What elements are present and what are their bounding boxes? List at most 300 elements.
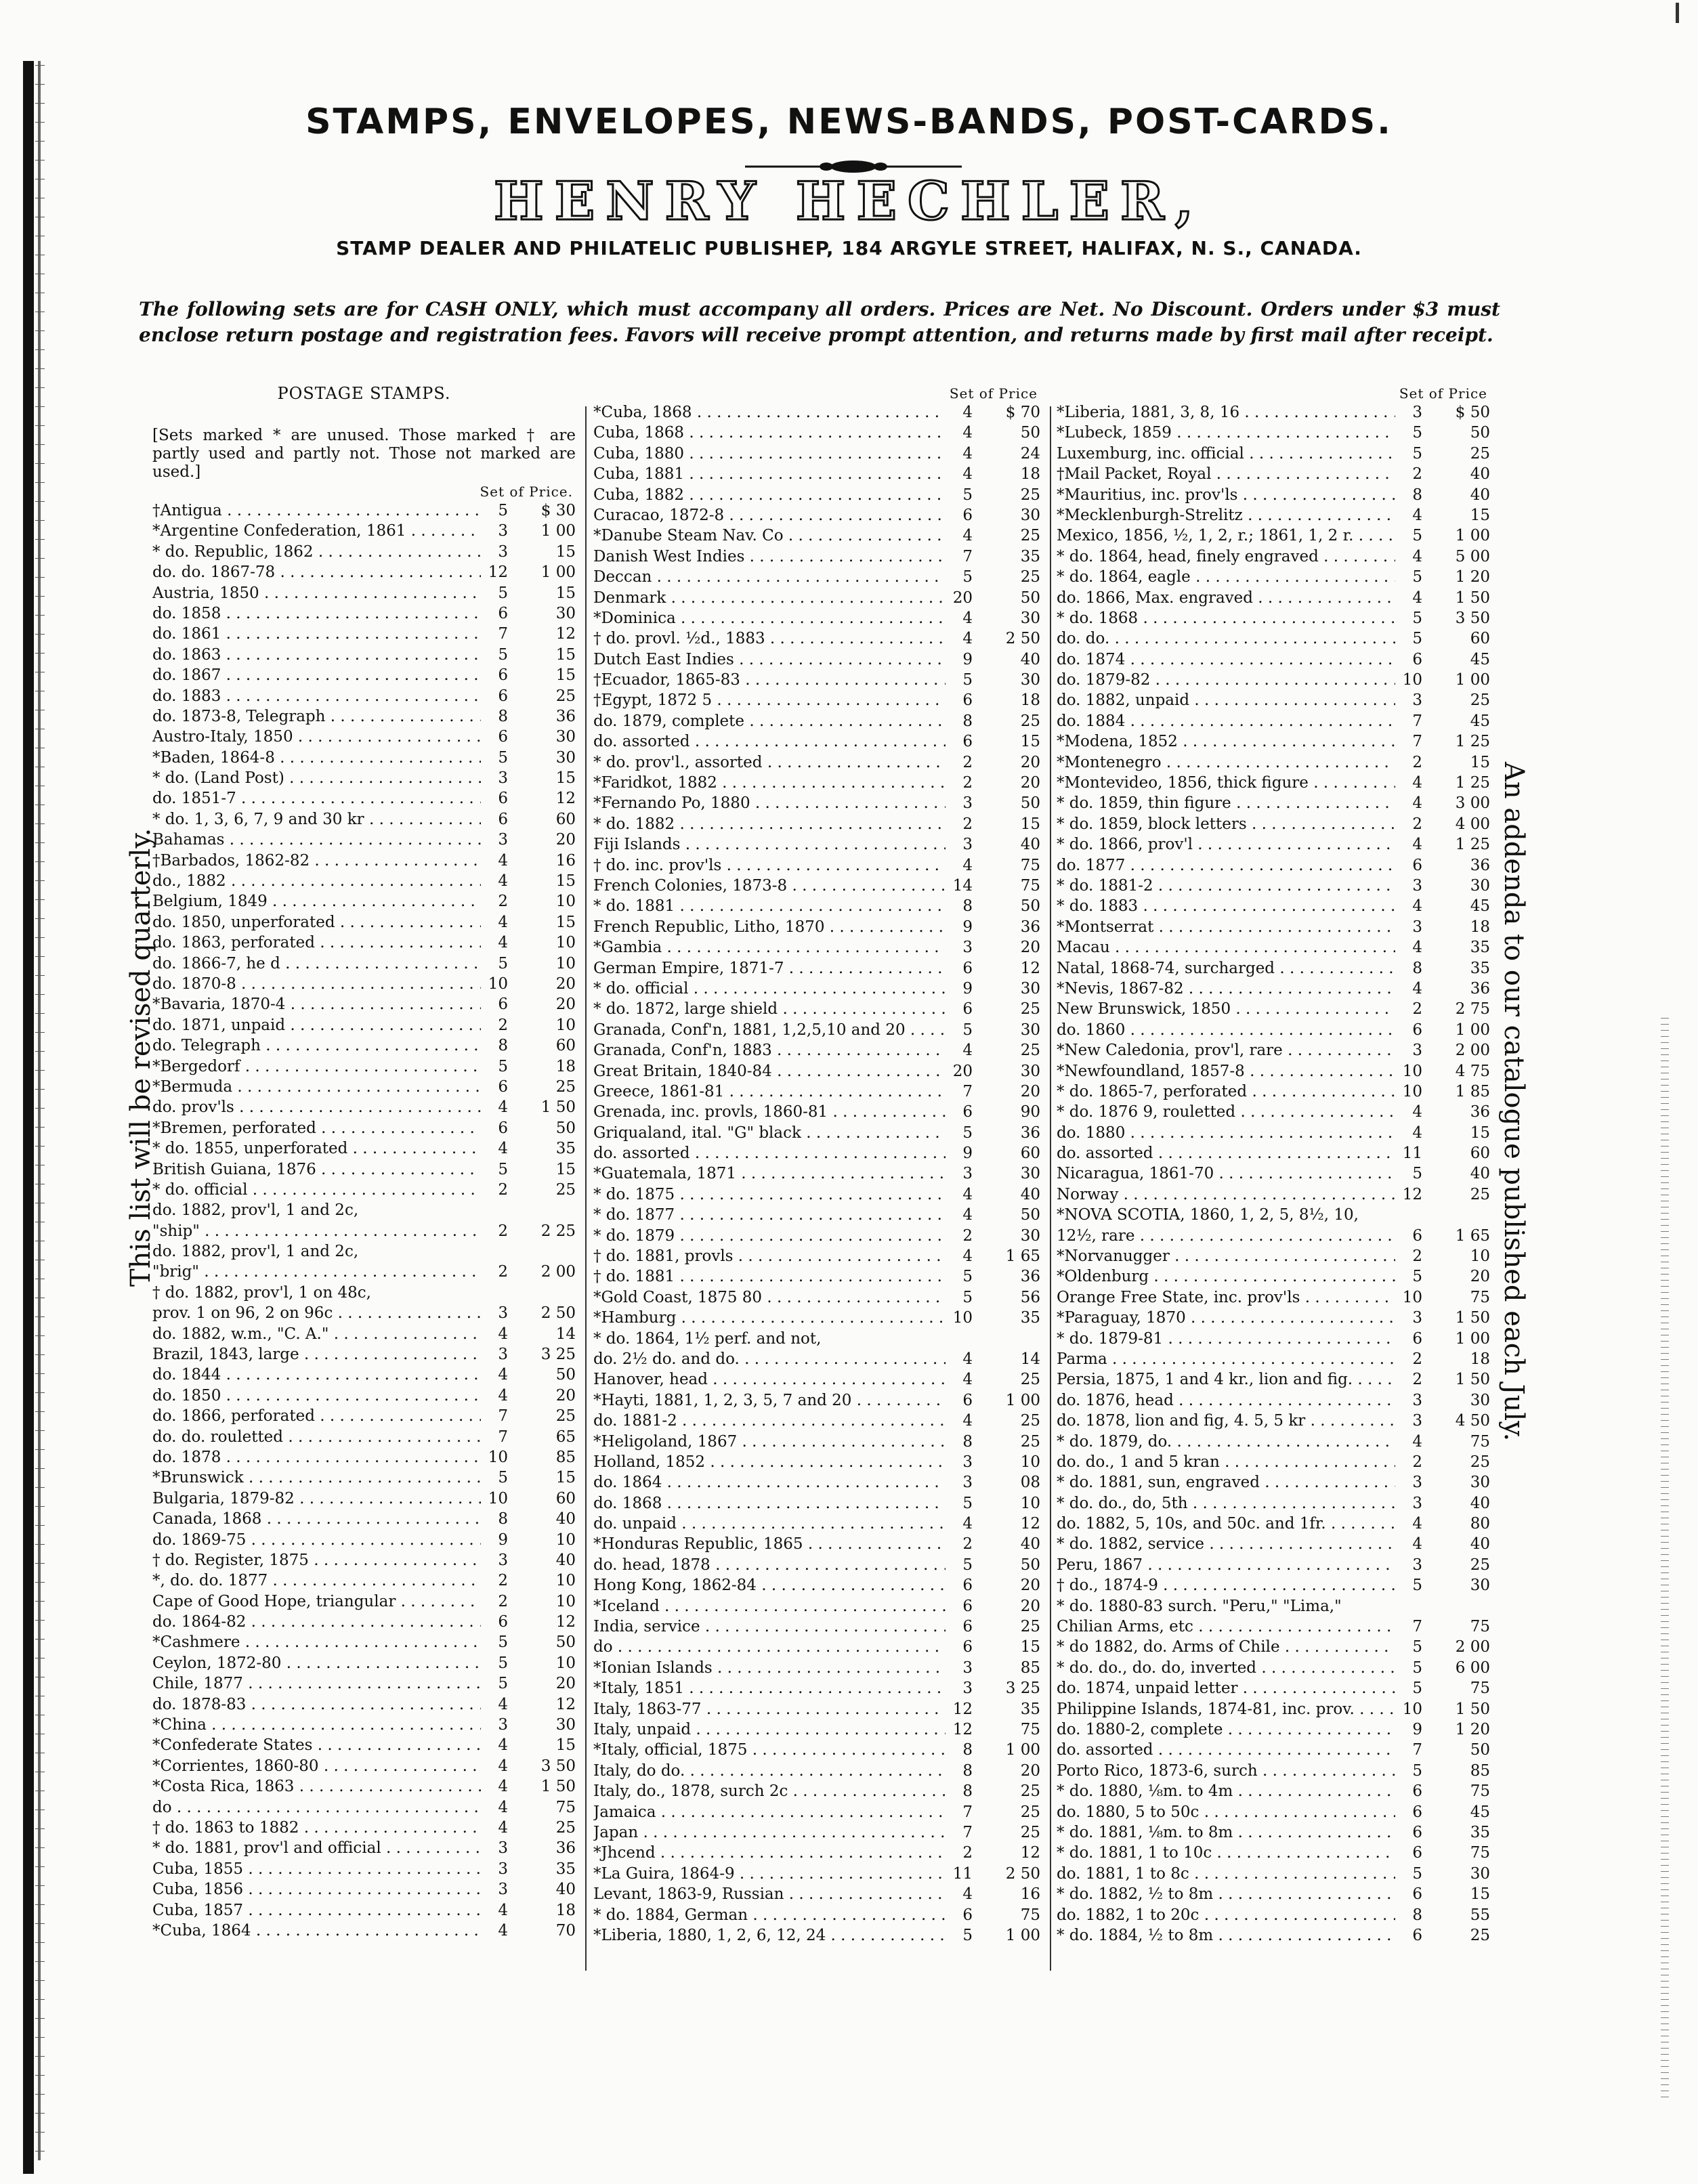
- price: 15: [555, 769, 576, 788]
- item-name: Parma . . .: [1057, 1350, 1395, 1368]
- item-name: Great Britain, 1840-84 . . .: [593, 1063, 946, 1080]
- price: 30: [1020, 979, 1040, 998]
- price-row: [593, 877, 1040, 897]
- item-name: New Brunswick, 1850 . . .: [1057, 1000, 1395, 1018]
- item-name: Italy, do do. . . .: [593, 1762, 946, 1780]
- item-name: Orange Free State, inc. prov'ls . . .: [1057, 1289, 1395, 1306]
- item-name: † do. 1881, provls . . .: [593, 1247, 946, 1265]
- price-row: [1057, 794, 1490, 815]
- price-row: [1057, 1865, 1490, 1885]
- set-count: 10: [488, 1489, 508, 1507]
- price-row: [152, 1016, 576, 1037]
- item-name: do. 1880-2, complete . . .: [1057, 1721, 1395, 1738]
- set-count: 5: [1412, 1165, 1422, 1183]
- price-row: [593, 1618, 1040, 1638]
- price: 60: [555, 1037, 576, 1055]
- price-row: [593, 1000, 1040, 1021]
- set-count: 3: [1412, 1412, 1422, 1430]
- price: 50: [1020, 794, 1040, 813]
- price: 36: [555, 707, 576, 725]
- price-row: [593, 1762, 1040, 1782]
- column-divider: [585, 406, 587, 1971]
- price: 10: [1470, 1247, 1490, 1266]
- item-name: do. assorted . . .: [593, 733, 946, 750]
- price: 25: [1020, 1042, 1040, 1060]
- price-row: [152, 831, 576, 851]
- set-count: 20: [952, 1062, 973, 1080]
- price-row: [1057, 404, 1490, 424]
- item-name: Norway . . .: [1057, 1186, 1395, 1203]
- item-name: do. 1870-8 . . .: [152, 975, 481, 993]
- item-name: Brazil, 1843, large . . .: [152, 1346, 481, 1363]
- item-name: *Confederate States . . .: [152, 1736, 481, 1754]
- item-name: *, do. do. 1877 . . .: [152, 1572, 481, 1589]
- item-name: Granada, Conf'n, 1881, 1,2,5,10 and 20 . . .: [593, 1021, 946, 1039]
- price: 2 75: [1455, 1000, 1490, 1019]
- item-name: *Cuba, 1864 . . .: [152, 1922, 481, 1940]
- price: 35: [1020, 547, 1040, 565]
- price-row: [593, 1700, 1040, 1721]
- set-count: 4: [962, 527, 973, 545]
- set-count: 10: [488, 975, 508, 993]
- set-count: 4: [498, 1098, 508, 1117]
- set-count: 4: [498, 851, 508, 870]
- price-row: [152, 1778, 576, 1798]
- price: 50: [555, 1633, 576, 1652]
- item-name: do. 1882, 1 to 20c . . .: [1057, 1906, 1395, 1924]
- set-count: 2: [498, 1263, 508, 1281]
- price-row: [1057, 691, 1490, 712]
- item-name: Italy, unpaid . . .: [593, 1721, 946, 1738]
- item-name: * do. 1864, eagle . . .: [1057, 568, 1395, 586]
- set-count: 7: [498, 625, 508, 643]
- price-row: [593, 1598, 1040, 1618]
- set-count: 8: [1412, 959, 1422, 977]
- price-row: [152, 1881, 576, 1901]
- dealer-address: STAMP DEALER AND PHILATELIC PUBLISHEP, 184 ARGYLE STREET, HALIFAX, N. S., CANADA.: [336, 237, 1362, 259]
- set-count: 6: [1412, 856, 1422, 874]
- price: 25: [1470, 1185, 1490, 1203]
- price: 45: [1470, 1803, 1490, 1821]
- price-row: [593, 1803, 1040, 1824]
- price-row: [1057, 1659, 1490, 1679]
- price-row: [152, 1819, 576, 1839]
- item-name: do. 1878-83 . . .: [152, 1696, 481, 1713]
- price: 36: [1020, 1268, 1040, 1286]
- price: 40: [555, 1881, 576, 1899]
- price-row: [152, 975, 576, 995]
- item-name: * do. 1881, prov'l and official . . .: [152, 1839, 481, 1857]
- price: 30: [1020, 671, 1040, 689]
- price-row: [152, 584, 576, 605]
- set-count: 4: [1412, 506, 1422, 524]
- price: 16: [555, 851, 576, 870]
- price-row: [593, 404, 1040, 424]
- item-name: Danish West Indies . . .: [593, 548, 946, 565]
- side-note-left: This list will be revised quarterly.: [125, 828, 156, 1287]
- column-title: POSTAGE STAMPS.: [277, 384, 451, 403]
- price: 4 50: [1455, 1412, 1490, 1430]
- price: 18: [1020, 691, 1040, 710]
- item-name: Italy, do., 1878, surch 2c . . .: [593, 1782, 946, 1800]
- price: 3 25: [1005, 1679, 1040, 1698]
- item-name: *Italy, official, 1875 . . .: [593, 1741, 946, 1759]
- set-count: 6: [498, 728, 508, 746]
- price-row: [1057, 1598, 1490, 1618]
- set-count: 5: [1412, 527, 1422, 545]
- set-count: 3: [1412, 918, 1422, 936]
- price: 4 75: [1455, 1062, 1490, 1080]
- price-row: [1057, 836, 1490, 856]
- price-row: [593, 1638, 1040, 1658]
- set-count: 5: [962, 1494, 973, 1512]
- item-name: * do. 1859, thin figure . . .: [1057, 794, 1395, 812]
- price: 15: [555, 542, 576, 561]
- price: 40: [1020, 1185, 1040, 1203]
- price-row: [152, 1902, 576, 1922]
- item-name: *Modena, 1852 . . .: [1057, 733, 1395, 750]
- set-count: 4: [1412, 794, 1422, 813]
- set-count: 4: [498, 913, 508, 931]
- price: 2 00: [540, 1263, 576, 1281]
- price: 30: [555, 1716, 576, 1734]
- set-count: 7: [962, 1082, 973, 1100]
- item-name: German Empire, 1871-7 . . .: [593, 960, 946, 977]
- set-count: 5: [498, 1057, 508, 1075]
- price: 10: [555, 934, 576, 952]
- price: 40: [1020, 836, 1040, 854]
- set-count: 5: [962, 1021, 973, 1039]
- price-row: [1057, 733, 1490, 753]
- price: 1 00: [1005, 1741, 1040, 1759]
- price-row: [1057, 1083, 1490, 1103]
- price: 1 00: [540, 563, 576, 582]
- set-count: 4: [1412, 1515, 1422, 1533]
- set-count: 6: [498, 810, 508, 828]
- price: 50: [1020, 897, 1040, 916]
- price-row: [593, 1659, 1040, 1679]
- item-name: Cuba, 1855 . . .: [152, 1860, 481, 1878]
- price-row: [1057, 1782, 1490, 1803]
- price: 35: [1470, 959, 1490, 977]
- dealer-name: HENRY HECHLER,: [494, 171, 1204, 232]
- set-count: 4: [962, 1371, 973, 1389]
- price-row: [593, 1268, 1040, 1288]
- item-name: do. 1878 . . .: [152, 1449, 481, 1466]
- price-row: [152, 995, 576, 1016]
- set-count: 6: [1412, 1803, 1422, 1821]
- set-count: 7: [1412, 1741, 1422, 1759]
- price-row: [593, 1206, 1040, 1226]
- price-row: [593, 609, 1040, 630]
- item-name: * do. 1881 . . .: [593, 897, 946, 915]
- price: 25: [1020, 568, 1040, 586]
- set-count: 4: [498, 1757, 508, 1775]
- item-name: †Mail Packet, Royal . . .: [1057, 465, 1395, 483]
- price-row: [593, 1535, 1040, 1556]
- set-count: 4: [962, 1412, 973, 1430]
- item-name: *Heligoland, 1867 . . .: [593, 1433, 946, 1451]
- price-row: [593, 1495, 1040, 1515]
- item-name: Bahamas . . .: [152, 831, 481, 849]
- price: 2 50: [1005, 1864, 1040, 1883]
- price: 15: [555, 1469, 576, 1487]
- price-row: [152, 1284, 576, 1304]
- item-name: †Antigua . . .: [152, 502, 481, 519]
- item-name: French Republic, Litho, 1870 . . .: [593, 918, 946, 936]
- price-row: [593, 1865, 1040, 1885]
- item-name: *Brunswick . . .: [152, 1469, 481, 1486]
- price-row: [152, 1675, 576, 1695]
- price-row: [1057, 1638, 1490, 1658]
- price: 2 25: [540, 1222, 576, 1240]
- set-count: 2: [1412, 753, 1422, 771]
- item-name: Cuba, 1857 . . .: [152, 1902, 481, 1919]
- price: 40: [1470, 1494, 1490, 1512]
- set-count: 8: [962, 712, 973, 730]
- item-name: Dutch East Indies . . .: [593, 651, 946, 668]
- item-name: * do. 1881-2 . . .: [1057, 877, 1395, 895]
- price: 36: [555, 1839, 576, 1858]
- price: 20: [1020, 1577, 1040, 1595]
- price-row: [593, 857, 1040, 877]
- item-name: Nicaragua, 1861-70 . . .: [1057, 1165, 1395, 1182]
- price: 15: [1020, 733, 1040, 751]
- set-count: 6: [1412, 1844, 1422, 1862]
- price-row: [152, 872, 576, 893]
- set-count: 3: [1412, 691, 1422, 710]
- price-row: [593, 1679, 1040, 1700]
- item-name: *Baden, 1864-8 . . .: [152, 749, 481, 767]
- item-name: do. 1876, head . . .: [1057, 1392, 1395, 1409]
- set-count: 4: [1412, 588, 1422, 607]
- price-row: [1057, 918, 1490, 939]
- price-row: [152, 1736, 576, 1757]
- item-name: do. head, 1878 . . .: [593, 1556, 946, 1574]
- item-name: * do. Republic, 1862 . . .: [152, 543, 481, 561]
- item-name: *Bremen, perforated . . .: [152, 1119, 481, 1137]
- price-row: [1057, 897, 1490, 918]
- set-count: 5: [498, 1654, 508, 1672]
- set-count: 3: [1412, 1309, 1422, 1327]
- item-name: Deccan . . .: [593, 568, 946, 586]
- price-row: [593, 527, 1040, 547]
- price: $ 50: [1455, 404, 1490, 421]
- item-name: * do. 1876 9, rouletted . . .: [1057, 1103, 1395, 1121]
- item-name: do. do., 1 and 5 kran . . .: [1057, 1453, 1395, 1471]
- item-name: do. 1863 . . .: [152, 646, 481, 664]
- item-name: do. 1844 . . .: [152, 1366, 481, 1384]
- price-row: [152, 1346, 576, 1366]
- item-name: *Argentine Confederation, 1861 . . .: [152, 522, 481, 540]
- set-count: 4: [1412, 836, 1422, 854]
- price: 45: [1470, 650, 1490, 668]
- column-header: Set of Price: [1399, 385, 1487, 402]
- price: 20: [555, 1675, 576, 1693]
- price-row: [1057, 1186, 1490, 1206]
- set-count: 3: [962, 939, 973, 957]
- price-row: [152, 687, 576, 708]
- item-name: do. 1878, lion and fig, 4. 5, 5 kr . . .: [1057, 1412, 1395, 1430]
- set-count: 9: [962, 918, 973, 936]
- price: 1 65: [1005, 1247, 1040, 1266]
- item-name: *Bermuda . . .: [152, 1078, 481, 1096]
- set-count: 5: [962, 1556, 973, 1574]
- price: 25: [1470, 1926, 1490, 1944]
- item-name: †Egypt, 1872 5 . . .: [593, 691, 946, 709]
- price: 25: [1470, 1453, 1490, 1471]
- price-row: [152, 1860, 576, 1881]
- set-count: 6: [962, 1103, 973, 1121]
- set-count: 5: [1412, 1864, 1422, 1883]
- set-count: 2: [962, 1535, 973, 1554]
- price: 18: [1470, 1350, 1490, 1368]
- legend-note: [Sets marked * are unused. Those marked † are partly used and partly not. Those not marked are used.]: [152, 427, 576, 481]
- price-row: [1057, 1042, 1490, 1062]
- price: 1 00: [1005, 1926, 1040, 1944]
- set-count: 5: [498, 645, 508, 664]
- set-count: 10: [1402, 671, 1422, 689]
- set-count: 9: [962, 650, 973, 668]
- set-count: 5: [498, 1633, 508, 1652]
- price-row: [152, 1387, 576, 1407]
- price: 2 50: [1005, 630, 1040, 648]
- price: 10: [555, 1572, 576, 1590]
- item-name: Holland, 1852 . . .: [593, 1453, 946, 1471]
- item-name: * do. 1855, unperforated . . .: [152, 1140, 481, 1157]
- price-row: [593, 1124, 1040, 1144]
- price: 30: [1020, 1062, 1040, 1080]
- price-row: [1057, 1741, 1490, 1761]
- price-row: [152, 1696, 576, 1716]
- item-name: *Norvanugger . . .: [1057, 1247, 1395, 1265]
- item-name: Austro-Italy, 1850 . . .: [152, 728, 481, 746]
- set-count: 3: [498, 831, 508, 849]
- set-count: 5: [498, 954, 508, 972]
- item-name: *Iceland . . .: [593, 1598, 946, 1615]
- item-name: Cape of Good Hope, triangular . . .: [152, 1593, 481, 1610]
- price-row: [593, 630, 1040, 650]
- item-name: Grenada, inc. provls, 1860-81 . . .: [593, 1103, 946, 1121]
- item-name: Bulgaria, 1879-82 . . .: [152, 1490, 481, 1507]
- set-count: 2: [498, 1222, 508, 1240]
- price-row: [152, 1058, 576, 1078]
- set-count: 7: [1412, 1618, 1422, 1636]
- item-name: Denmark . . .: [593, 589, 946, 607]
- price: 85: [555, 1448, 576, 1466]
- item-name: * do. 1881, sun, engraved . . .: [1057, 1474, 1395, 1491]
- price: 2 00: [1455, 1638, 1490, 1656]
- price-row: [1057, 568, 1490, 588]
- price-row: [1057, 1803, 1490, 1824]
- item-name: *Dominica . . .: [593, 609, 946, 627]
- item-name: do. do. . . .: [1057, 630, 1395, 647]
- set-count: 2: [962, 815, 973, 833]
- item-name: do. 1879-82 . . .: [1057, 671, 1395, 689]
- price: 50: [1020, 424, 1040, 442]
- item-name: Greece, 1861-81 . . .: [593, 1083, 946, 1100]
- price-row: [593, 507, 1040, 527]
- item-name: *Corrientes, 1860-80 . . .: [152, 1757, 481, 1775]
- price: 35: [1020, 1309, 1040, 1327]
- price: 12: [555, 625, 576, 643]
- set-count: 5: [1412, 1638, 1422, 1656]
- left-edge-marks: [35, 61, 45, 2160]
- price: 25: [555, 1407, 576, 1426]
- price: 25: [1020, 712, 1040, 730]
- set-count: 6: [1412, 1021, 1422, 1039]
- set-count: 6: [498, 687, 508, 705]
- set-count: 6: [498, 1119, 508, 1137]
- price: 40: [555, 1551, 576, 1569]
- set-count: 7: [962, 1803, 973, 1821]
- set-count: 2: [1412, 1247, 1422, 1266]
- item-name: *China . . .: [152, 1716, 481, 1734]
- price-row: [593, 445, 1040, 465]
- price: 30: [1470, 876, 1490, 895]
- item-name: *Fernando Po, 1880 . . .: [593, 794, 946, 812]
- price-row: [1057, 1371, 1490, 1391]
- set-count: 12: [1402, 1185, 1422, 1203]
- item-name: *Montenegro . . .: [1057, 754, 1395, 771]
- price-row: [593, 465, 1040, 486]
- price-row: [593, 712, 1040, 733]
- item-name: †Barbados, 1862-82 . . .: [152, 852, 481, 870]
- set-count: 3: [962, 1474, 973, 1492]
- item-name: "ship" . . .: [152, 1222, 481, 1240]
- price: 2 00: [1455, 1042, 1490, 1060]
- price-row: [593, 568, 1040, 588]
- price: 3 50: [540, 1757, 576, 1775]
- price-row: [1057, 548, 1490, 568]
- price-row: [1057, 1227, 1490, 1247]
- item-name: * do. 1882, service . . .: [1057, 1535, 1395, 1553]
- item-name: * do. 1880-83 surch. "Peru," "Lima,": [1057, 1597, 1342, 1615]
- set-count: 4: [962, 444, 973, 463]
- price-row: [1057, 486, 1490, 507]
- item-name: Cuba, 1856 . . .: [152, 1881, 481, 1898]
- item-name: †Ecuador, 1865-83 . . .: [593, 671, 946, 689]
- price: 1 50: [1455, 588, 1490, 607]
- price-row: [1057, 1392, 1490, 1412]
- price: 85: [1020, 1658, 1040, 1677]
- price-row: [152, 1201, 576, 1222]
- set-count: 8: [962, 1761, 973, 1780]
- price-row: [152, 1716, 576, 1736]
- price-row: [152, 1551, 576, 1572]
- price-row: [593, 1247, 1040, 1268]
- item-name: do. assorted . . .: [593, 1144, 946, 1162]
- item-name: do . . .: [593, 1638, 946, 1656]
- price-row: [152, 1428, 576, 1449]
- price: 40: [1470, 486, 1490, 504]
- price-row: [1057, 939, 1490, 959]
- set-count: 8: [498, 707, 508, 725]
- item-name: Natal, 1868-74, surcharged . . .: [1057, 960, 1395, 977]
- price-row: [152, 708, 576, 728]
- price: 20: [1020, 1082, 1040, 1100]
- price-row: [1057, 1309, 1490, 1329]
- price-row: [1057, 609, 1490, 630]
- price-row: [1057, 445, 1490, 465]
- set-count: 4: [962, 609, 973, 627]
- price-row: [1057, 651, 1490, 671]
- item-name: do. 1850 . . .: [152, 1387, 481, 1405]
- price-row: [152, 543, 576, 563]
- price-row: [1057, 1453, 1490, 1474]
- price: 10: [555, 1530, 576, 1549]
- page-heading: STAMPS, ENVELOPES, NEWS-BANDS, POST-CARDS.: [305, 102, 1393, 142]
